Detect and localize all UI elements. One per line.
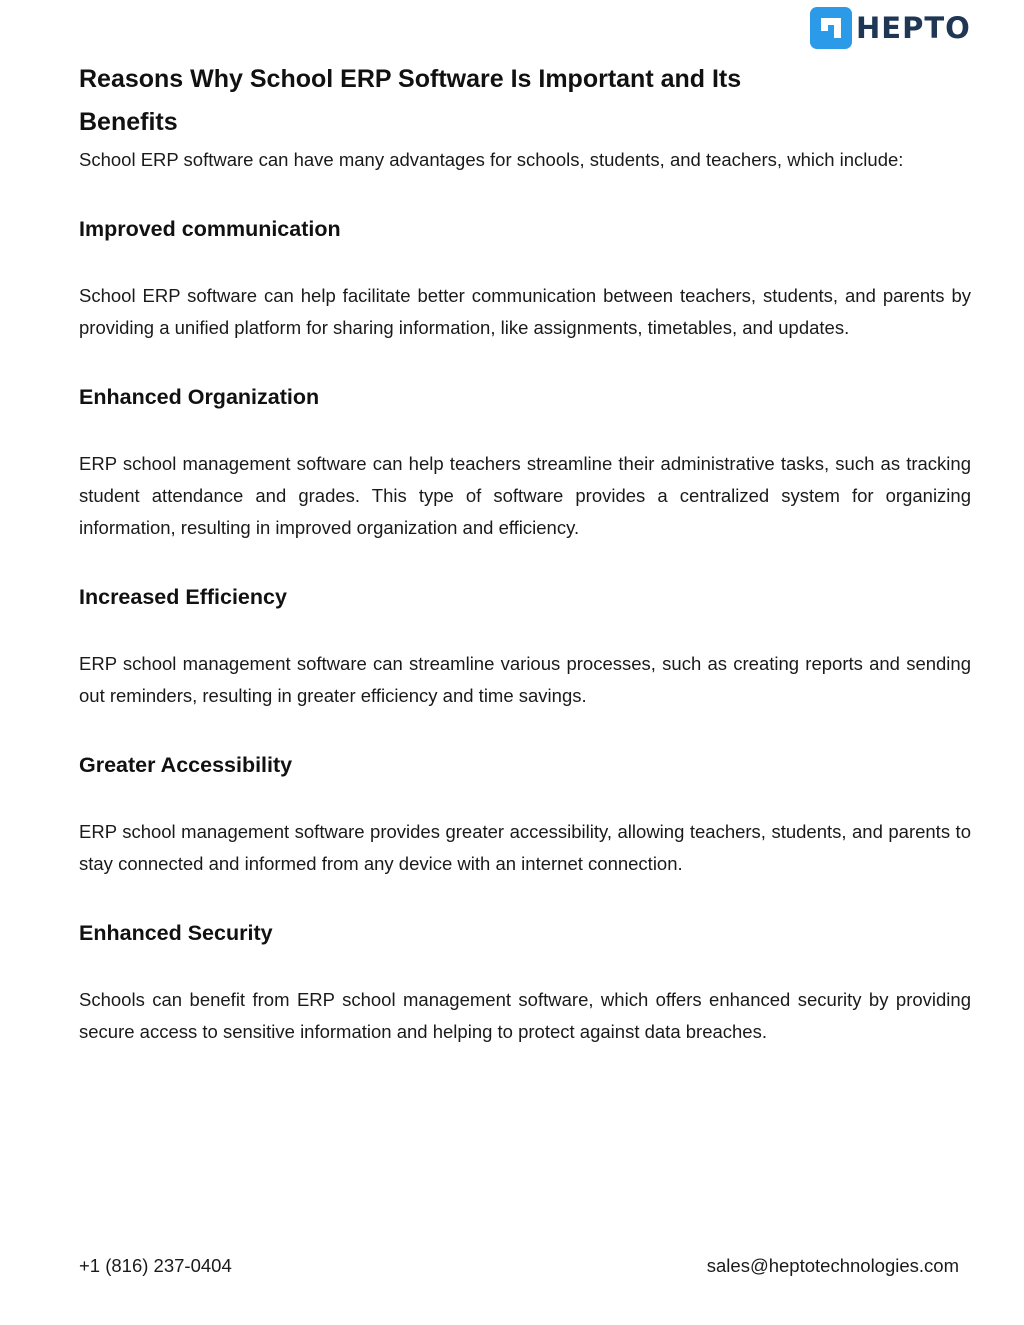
section-enhanced-organization	[79, 382, 971, 544]
section-paragraph: ERP school management software can streamline various processes, such as creating reports and sending out reminders, resulting in greater efficiency and time savings.	[79, 653, 971, 706]
brand-name: HEPTO	[856, 11, 971, 45]
section-heading: Greater Accessibility	[79, 753, 293, 777]
section-heading: Enhanced Organization	[79, 385, 320, 409]
section-paragraph: School ERP software can help facilitate better communication between teachers, students, and parents by providing a unified platform for sharing information, like assignments, timetables, and updates.	[79, 285, 971, 338]
brand-logo	[810, 6, 971, 50]
page-title: Reasons Why School ERP Software Is Important and Its Benefits	[79, 65, 742, 136]
section-heading: Improved communication	[79, 217, 341, 241]
section-increased-efficiency	[79, 582, 971, 712]
intro-paragraph: School ERP software can have many advantages for schools, students, and teachers, which include:	[79, 149, 904, 170]
footer-email: sales@heptotechnologies.com	[706, 1255, 959, 1276]
section-enhanced-security	[79, 918, 971, 1048]
section-paragraph: Schools can benefit from ERP school management software, which offers enhanced security by providing secure access to sensitive information and helping to protect against data breaches.	[79, 989, 971, 1042]
section-heading: Enhanced Security	[79, 921, 273, 945]
document-body	[79, 58, 971, 1048]
footer-phone: +1 (816) 237-0404	[79, 1255, 232, 1276]
page-footer	[79, 1252, 959, 1280]
section-paragraph: ERP school management software can help teachers streamline their administrative tasks, such as tracking student attendance and grades. This type of software provides a centralized system for organizing information, resulting in improved organization and efficiency.	[79, 453, 971, 538]
section-improved-communication	[79, 214, 971, 344]
section-greater-accessibility	[79, 750, 971, 880]
section-heading: Increased Efficiency	[79, 585, 287, 609]
hepto-logo-icon	[810, 7, 852, 49]
section-paragraph: ERP school management software provides greater accessibility, allowing teachers, students, and parents to stay connected and informed from any device with an internet connection.	[79, 821, 971, 874]
